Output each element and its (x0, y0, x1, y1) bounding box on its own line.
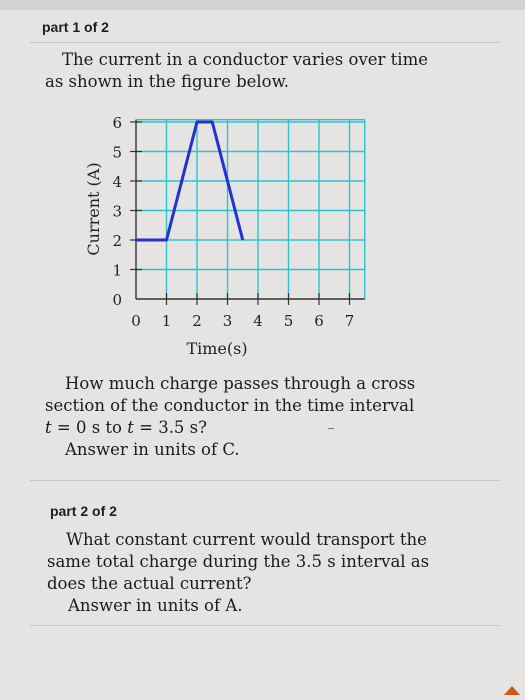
part-2-question-line-3: does the actual current? (47, 574, 252, 593)
x-tick-label: 0 (131, 312, 141, 330)
question-line-3 (45, 417, 207, 439)
x-tick-label: 4 (253, 312, 263, 330)
y-tick-label: 1 (112, 261, 122, 280)
time-var: t (127, 418, 134, 437)
answer-units: Answer in units of C. (65, 440, 240, 459)
y-tick-label: 4 (112, 173, 122, 191)
time-text: = 3.5 s? (133, 418, 207, 437)
part-2-question-line-1: What constant current would transport the (66, 530, 427, 549)
part-1-header: part 1 of 2 (42, 19, 109, 35)
x-tick-label: 6 (314, 312, 324, 330)
x-tick-label: 2 (192, 312, 202, 330)
time-var: t (45, 418, 52, 437)
divider (30, 480, 500, 481)
dash-mark (328, 428, 334, 429)
x-tick-label: 1 (161, 312, 172, 330)
part-2-answer-units: Answer in units of A. (68, 596, 243, 615)
y-tick-label: 0 (112, 291, 122, 309)
divider (30, 625, 500, 626)
y-tick-label: 3 (112, 202, 122, 221)
question-line-2: section of the conductor in the time interval (45, 396, 415, 415)
part-2-header: part 2 of 2 (50, 503, 117, 519)
x-tick-label: 3 (222, 312, 233, 330)
x-tick-label: 5 (283, 312, 294, 330)
home-icon[interactable] (504, 686, 520, 695)
y-tick-label: 2 (112, 232, 122, 250)
y-tick-label: 6 (112, 114, 122, 132)
problem-statement-line-2: as shown in the figure below. (45, 72, 290, 91)
part-2-question-line-2: same total charge during the 3.5 s interval as (47, 552, 430, 571)
time-text: = 0 s to (51, 418, 128, 437)
x-axis-label: Time(s) (186, 339, 248, 358)
y-axis-label: Current (A) (84, 162, 103, 256)
y-tick-label: 5 (112, 143, 122, 162)
question-line-1: How much charge passes through a cross (65, 374, 416, 393)
x-tick-label: 7 (344, 312, 355, 330)
problem-statement-line-1: The current in a conductor varies over time (62, 50, 428, 69)
